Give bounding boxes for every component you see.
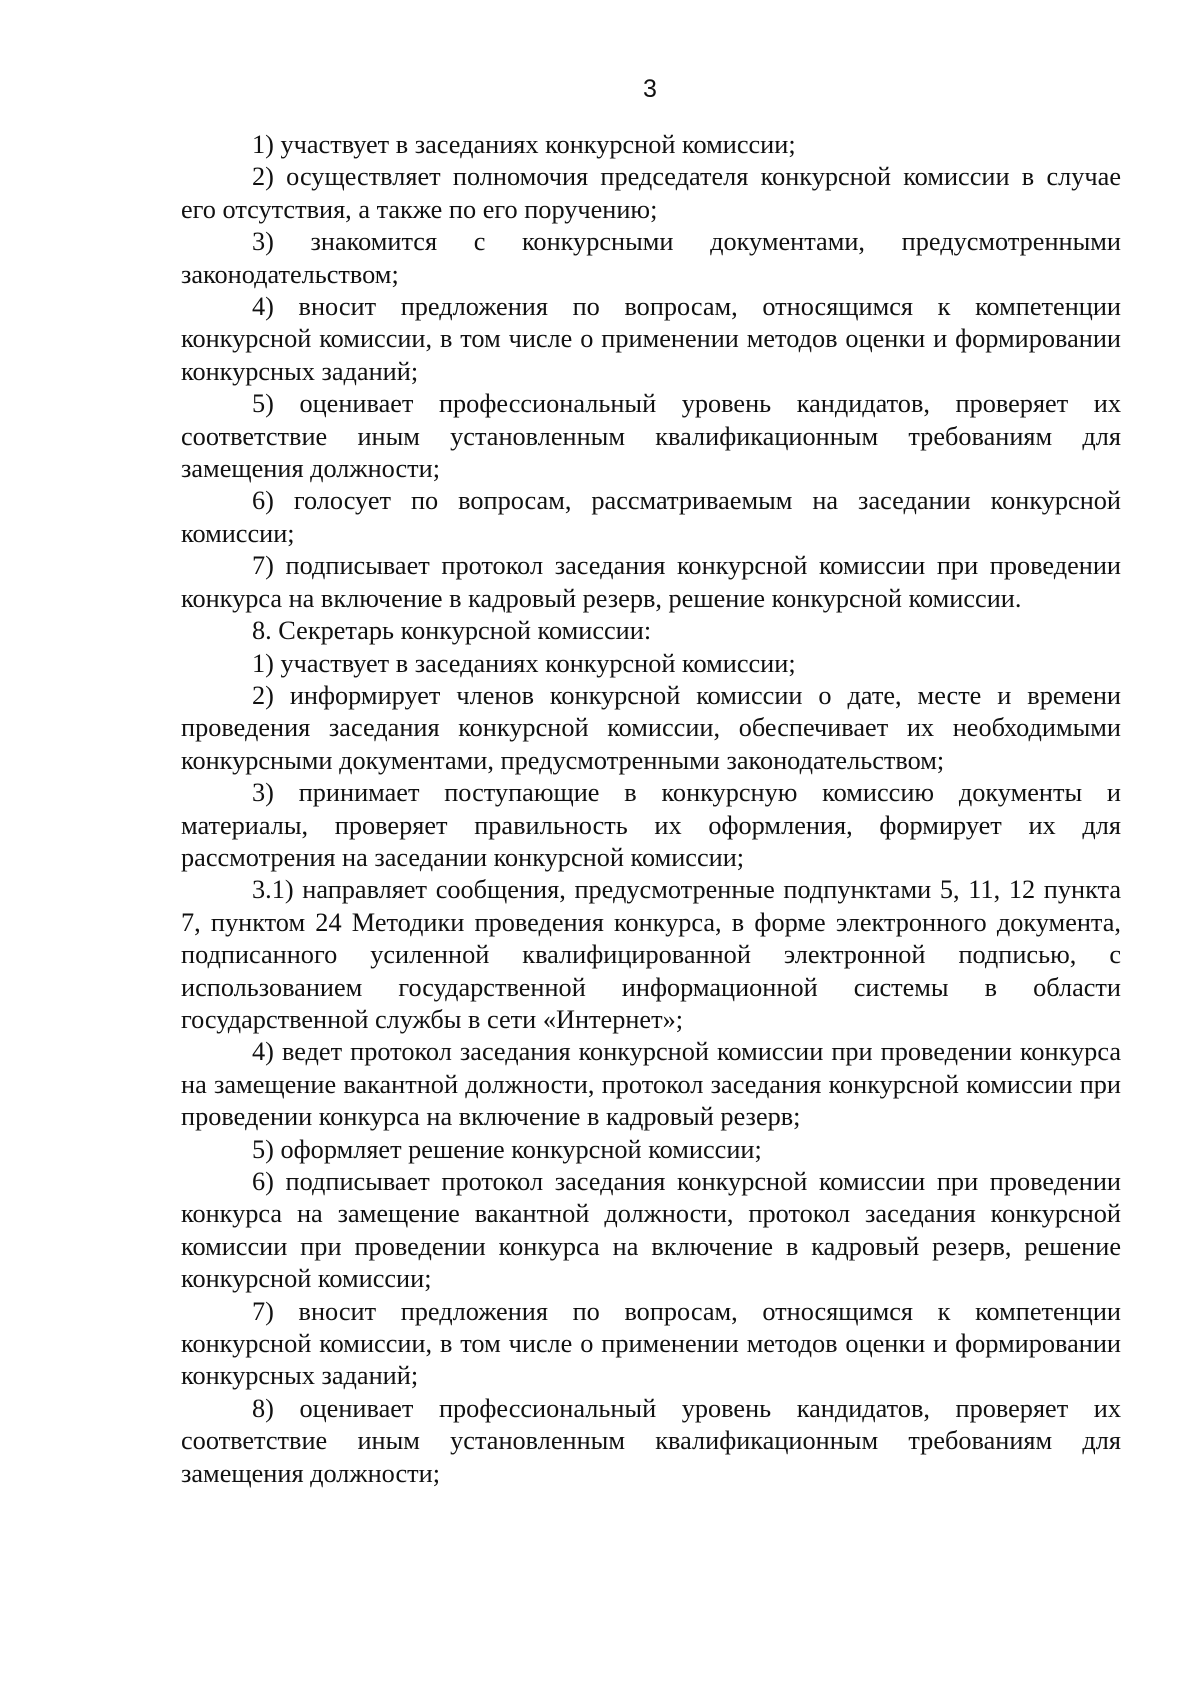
- paragraph-secretary-item-3-1: 3.1) направляет сообщения, предусмотренные подпунктами 5, 11, 12 пункта 7, пунктом 24 Методики проведения конкурса, в форме электронного документа, подписанного усиленной квалифицированной электронной подписью, с использованием государственной информационной системы в области государственной службы в сети «Интернет»;: [181, 875, 1121, 1034]
- paragraph-secretary-item-7: 7) вносит предложения по вопросам, относящимся к компетенции конкурсной комиссии, в том числе о применении методов оценки и формировании конкурсных заданий;: [181, 1296, 1121, 1391]
- paragraph-member-item-7: 7) подписывает протокол заседания конкурсной комиссии при проведении конкурса на включение в кадровый резерв, решение конкурсной комиссии.: [181, 551, 1121, 613]
- paragraph-secretary-item-3: 3) принимает поступающие в конкурсную комиссию документы и материалы, проверяет правильность их оформления, формирует их для рассмотрения на заседании конкурсной комиссии;: [181, 778, 1121, 872]
- paragraph-secretary-item-4: 4) ведет протокол заседания конкурсной комиссии при проведении конкурса на замещение вакантной должности, протокол заседания конкурсной комиссии при проведении конкурса на включение в кадровый резерв;: [181, 1037, 1121, 1132]
- paragraph-secretary-item-2: 2) информирует членов конкурсной комиссии о дате, месте и времени проведения заседания конкурсной комиссии, обеспечивает их необходимыми конкурсными документами, предусмотренными законодательством;: [181, 680, 1121, 775]
- paragraph-member-item-6: 6) голосует по вопросам, рассматриваемым на заседании конкурсной комиссии;: [181, 486, 1121, 548]
- page-number: 3: [643, 75, 657, 103]
- paragraph-member-item-4: 4) вносит предложения по вопросам, относящимся к компетенции конкурсной комиссии, в том числе о применении методов оценки и формировании конкурсных заданий;: [181, 292, 1121, 386]
- paragraph-member-item-5: 5) оценивает профессиональный уровень кандидатов, проверяет их соответствие иным установленным квалификационным требованиям для замещения должности;: [181, 389, 1121, 484]
- paragraph-member-item-2: 2) осуществляет полномочия председателя конкурсной комиссии в случае его отсутствия, а также по его поручению;: [181, 162, 1121, 224]
- section-heading-secretary: 8. Секретарь конкурсной комиссии:: [252, 616, 652, 646]
- document-body: [181, 129, 1121, 1490]
- paragraph-secretary-item-8: 8) оценивает профессиональный уровень кандидатов, проверяет их соответствие иным установленным квалификационным требованиям для замещения должности;: [181, 1393, 1121, 1488]
- paragraph-secretary-item-1: 1) участвует в заседаниях конкурсной комиссии;: [252, 648, 796, 678]
- paragraph-secretary-item-6: 6) подписывает протокол заседания конкурсной комиссии при проведении конкурса на замещение вакантной должности, протокол заседания конкурсной комиссии при проведении конкурса на включение в кадровый резерв, решение конкурсной комиссии;: [181, 1167, 1121, 1294]
- paragraph-secretary-item-5: 5) оформляет решение конкурсной комиссии;: [252, 1134, 762, 1164]
- paragraph-member-item-3: 3) знакомится с конкурсными документами, предусмотренными законодательством;: [181, 227, 1121, 289]
- paragraph-member-item-1: 1) участвует в заседаниях конкурсной комиссии;: [252, 130, 796, 159]
